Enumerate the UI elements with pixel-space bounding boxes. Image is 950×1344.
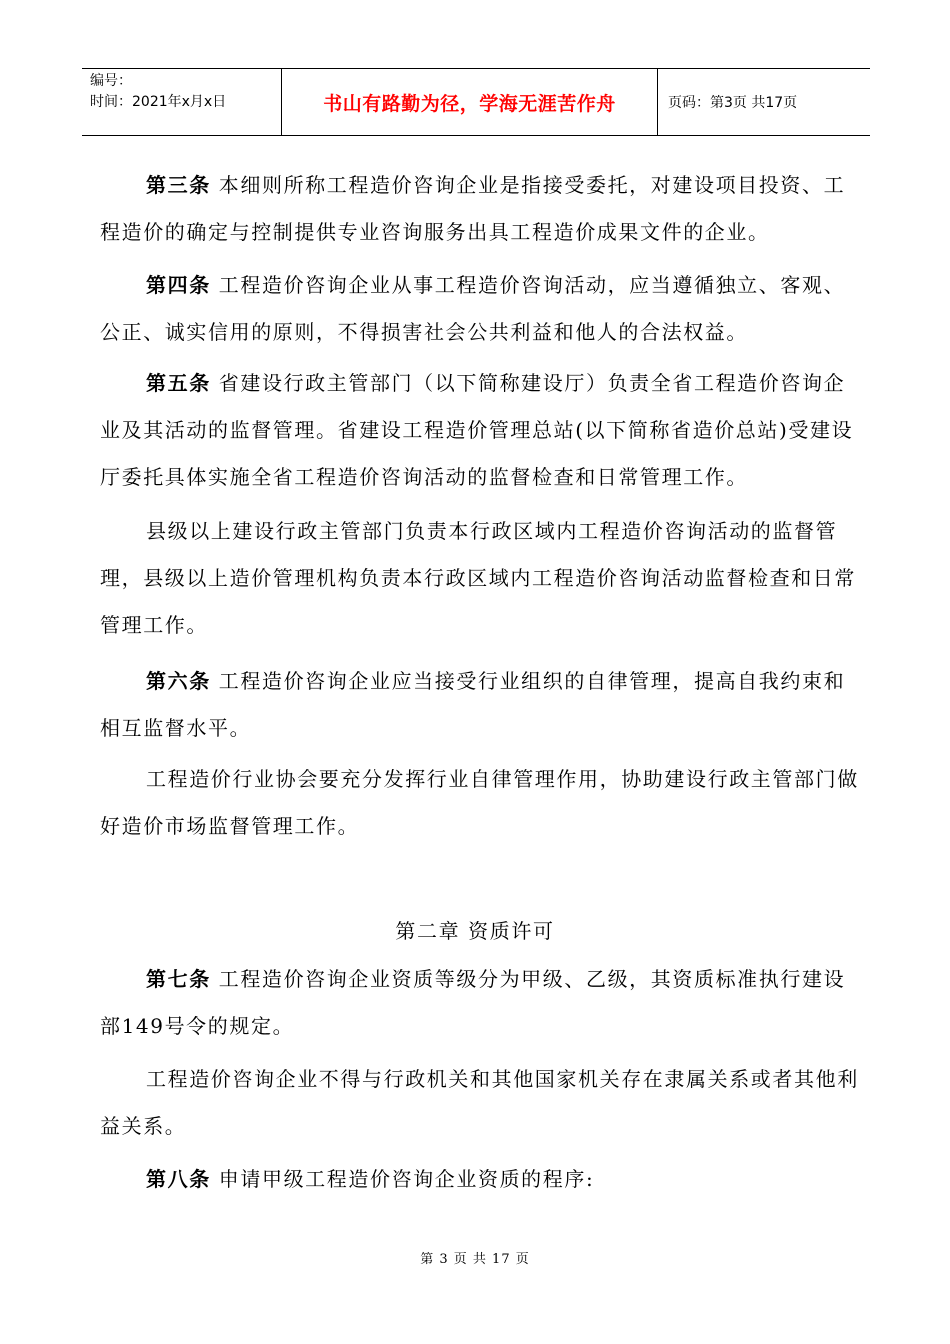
paragraph-text: 工程造价咨询企业不得与行政机关和其他国家机关存在隶属关系或者其他利益关系。: [100, 1067, 859, 1138]
paragraph-article-7: [100, 956, 860, 1050]
paragraph-industry-association: [100, 756, 860, 850]
header-meta: [82, 69, 282, 135]
article-label: 第八条: [146, 1167, 211, 1191]
paragraph-text: 省建设行政主管部门（以下简称建设厅）负责全省工程造价咨询企业及其活动的监督管理。省建设工程造价管理总站(以下简称省造价总站)受建设厅委托具体实施全省工程造价咨询活动的监督检查和日常管理工作。: [100, 371, 854, 489]
article-label: 第七条: [146, 967, 211, 991]
document-time-label: 时间：2021年x月x日: [90, 94, 227, 110]
paragraph-text: 本细则所称工程造价咨询企业是指接受委托，对建设项目投资、工程造价的确定与控制提供专业咨询服务出具工程造价成果文件的企业。: [100, 173, 846, 244]
article-label: 第三条: [146, 173, 211, 197]
paragraph-article-5: [100, 360, 860, 501]
paragraph-text: 县级以上建设行政主管部门负责本行政区域内工程造价咨询活动的监督管理，县级以上造价管理机构负责本行政区域内工程造价咨询活动监督检查和日常管理工作。: [100, 519, 856, 637]
header-page-info: 页码：第3页 共17页: [668, 95, 798, 111]
article-label: 第六条: [146, 669, 211, 693]
chapter-title: 第二章 资质许可: [395, 919, 555, 943]
paragraph-text: 工程造价咨询企业资质等级分为甲级、乙级，其资质标准执行建设部149号令的规定。: [100, 967, 846, 1038]
paragraph-county-supervision: [100, 508, 860, 649]
document-number-label: 编号：: [90, 73, 132, 89]
paragraph-text: 工程造价咨询企业从事工程造价咨询活动，应当遵循独立、客观、公正、诚实信用的原则，不得损害社会公共利益和他人的合法权益。: [100, 273, 846, 344]
paragraph-no-affiliation: [100, 1056, 860, 1150]
paragraph-article-8: [100, 1156, 860, 1203]
paragraph-article-4: [100, 262, 860, 356]
paragraph-article-3: [100, 162, 860, 256]
page-footer: 第 3 页 共 17 页: [420, 1252, 530, 1267]
paragraph-article-6: [100, 658, 860, 752]
article-label: 第五条: [146, 371, 211, 395]
paragraph-text: 工程造价行业协会要充分发挥行业自律管理作用，协助建设行政主管部门做好造价市场监督管理工作。: [100, 767, 859, 838]
header-motto: 书山有路勤为径，学海无涯苦作舟: [282, 69, 658, 135]
paragraph-text: 工程造价咨询企业应当接受行业组织的自律管理，提高自我约束和相互监督水平。: [100, 669, 846, 740]
paragraph-text: 申请甲级工程造价咨询企业资质的程序:: [210, 1167, 595, 1191]
page-header: [82, 68, 870, 136]
article-label: 第四条: [146, 273, 211, 297]
